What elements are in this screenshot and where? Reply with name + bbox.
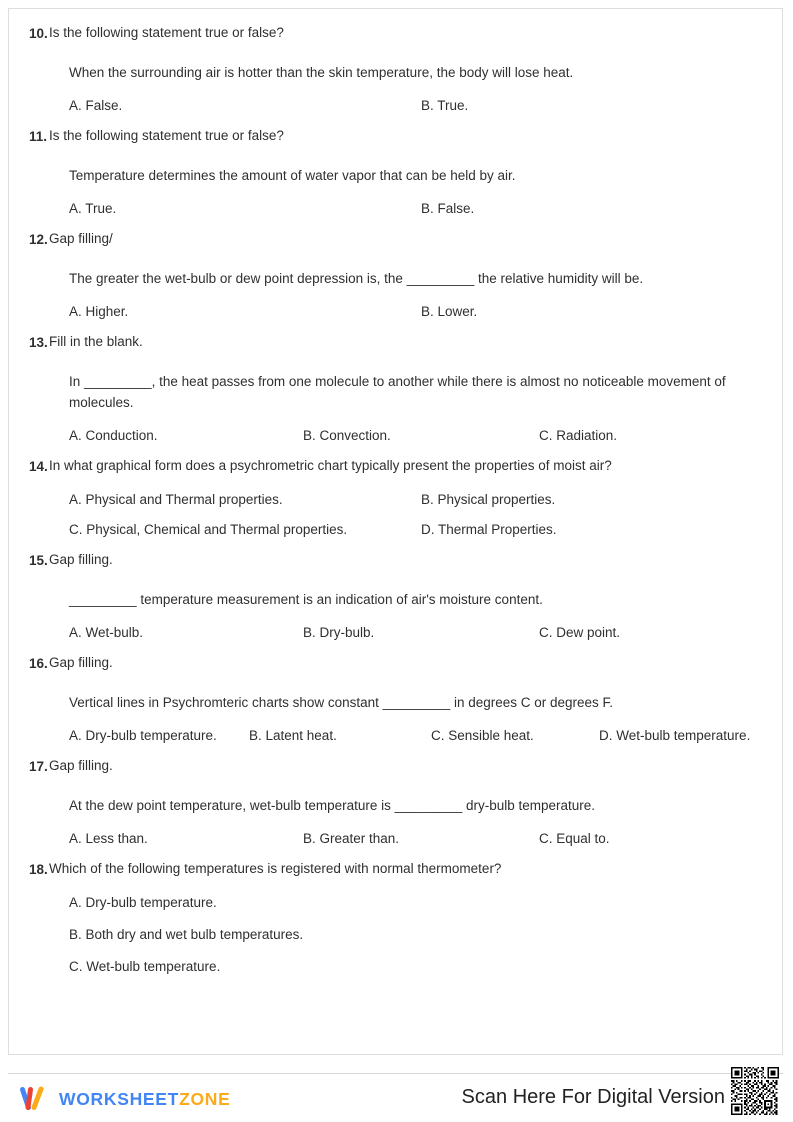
question-number: 18.: [29, 862, 48, 877]
question-header: [21, 23, 764, 44]
question-number: 14.: [29, 459, 48, 474]
question-block: [21, 550, 764, 643]
question-block: [21, 756, 764, 849]
question-number: 17.: [29, 759, 48, 774]
question-number: 12.: [29, 232, 48, 247]
question-block: [21, 653, 764, 746]
page-footer: [8, 1066, 783, 1122]
question-prompt: Fill in the blank.: [49, 334, 143, 349]
question-header: [21, 456, 764, 477]
question-block: [21, 229, 764, 322]
answer-option[interactable]: D. Thermal Properties.: [421, 522, 557, 537]
question-prompt: In what graphical form does a psychrometric chart typically present the properties of moist air?: [49, 458, 612, 473]
question-prompt: Gap filling/: [49, 231, 113, 246]
question-block: [21, 332, 764, 446]
worksheet-page: [8, 8, 783, 1055]
answer-options: [69, 95, 764, 116]
answer-options: [69, 622, 764, 643]
question-statement: At the dew point temperature, wet-bulb temperature is _________ dry-bulb temperature.: [69, 798, 596, 813]
brand-zone-text: ZONE: [179, 1089, 231, 1109]
footer-divider: [8, 1073, 783, 1074]
option-row: [69, 489, 764, 510]
answer-option[interactable]: B. Latent heat.: [249, 728, 337, 743]
answer-options: [69, 489, 764, 540]
question-number: 16.: [29, 656, 48, 671]
answer-option[interactable]: C. Equal to.: [539, 831, 610, 846]
answer-option[interactable]: B. Dry-bulb.: [303, 625, 375, 640]
answer-options: [69, 725, 764, 746]
brand-worksheet-text: WORKSHEET: [59, 1089, 180, 1109]
answer-options: [69, 198, 764, 219]
question-prompt: Which of the following temperatures is registered with normal thermometer?: [49, 861, 502, 876]
logo-w-mark-icon: [18, 1086, 52, 1112]
answer-option[interactable]: B. Physical properties.: [421, 492, 556, 507]
question-block: [21, 126, 764, 219]
question-header: [21, 229, 764, 250]
answer-option[interactable]: A. Conduction.: [69, 428, 158, 443]
question-prompt: Gap filling.: [49, 552, 113, 567]
question-number: 13.: [29, 335, 48, 350]
question-block: [21, 859, 764, 977]
question-prompt: Is the following statement true or false?: [49, 128, 284, 143]
answer-option[interactable]: B. Lower.: [421, 304, 478, 319]
answer-option[interactable]: C. Sensible heat.: [431, 728, 534, 743]
option-row: [69, 95, 764, 116]
option-row: [69, 198, 764, 219]
answer-option[interactable]: B. False.: [421, 201, 475, 216]
question-prompt: Is the following statement true or false?: [49, 25, 284, 40]
question-block: [21, 23, 764, 116]
question-statement: When the surrounding air is hotter than the skin temperature, the body will lose heat.: [69, 65, 574, 80]
question-block: [21, 456, 764, 540]
question-prompt: Gap filling.: [49, 655, 113, 670]
answer-option[interactable]: A. Wet-bulb.: [69, 625, 144, 640]
question-statement: _________ temperature measurement is an indication of air's moisture content.: [69, 592, 543, 607]
answer-option[interactable]: C. Wet-bulb temperature.: [69, 959, 221, 974]
answer-option[interactable]: C. Dew point.: [539, 625, 621, 640]
answer-option[interactable]: C. Radiation.: [539, 428, 618, 443]
option-row: [69, 301, 764, 322]
question-statement: Temperature determines the amount of water vapor that can be held by air.: [69, 168, 516, 183]
answer-option[interactable]: A. False.: [69, 98, 123, 113]
question-statement: Vertical lines in Psychromteric charts show constant _________ in degrees C or degrees F.: [69, 695, 614, 710]
worksheet-zone-logo[interactable]: [18, 1086, 230, 1112]
question-number: 11.: [29, 129, 48, 144]
question-number: 15.: [29, 553, 48, 568]
answer-option[interactable]: B. Both dry and wet bulb temperatures.: [69, 927, 304, 942]
question-header: [21, 653, 764, 674]
question-header: [21, 756, 764, 777]
answer-option[interactable]: A. Physical and Thermal properties.: [69, 492, 283, 507]
answer-option[interactable]: A. Dry-bulb temperature.: [69, 728, 217, 743]
answer-option[interactable]: A. Dry-bulb temperature.: [69, 895, 217, 910]
answer-option[interactable]: A. Higher.: [69, 304, 129, 319]
question-statement: The greater the wet-bulb or dew point depression is, the _________ the relative humidity will be.: [69, 271, 644, 286]
answer-option[interactable]: D. Wet-bulb temperature.: [599, 728, 751, 743]
answer-options: [69, 892, 764, 977]
answer-options: [69, 301, 764, 322]
question-header: [21, 126, 764, 147]
answer-option[interactable]: B. True.: [421, 98, 469, 113]
answer-option[interactable]: C. Physical, Chemical and Thermal properties.: [69, 522, 348, 537]
answer-option[interactable]: B. Greater than.: [303, 831, 400, 846]
question-header: [21, 859, 764, 880]
option-row: [69, 519, 764, 540]
answer-option[interactable]: A. True.: [69, 201, 117, 216]
scan-here-label: Scan Here For Digital Version: [461, 1086, 725, 1108]
question-statement: In _________, the heat passes from one molecule to another while there is almost no noticeable movement of molecules.: [69, 374, 726, 410]
answer-option[interactable]: B. Convection.: [303, 428, 391, 443]
question-header: [21, 332, 764, 353]
qr-code-icon[interactable]: [731, 1067, 779, 1115]
question-number: 10.: [29, 26, 48, 41]
answer-options: [69, 425, 764, 446]
brand-wordmark: [59, 1089, 230, 1109]
answer-option[interactable]: A. Less than.: [69, 831, 148, 846]
question-prompt: Gap filling.: [49, 758, 113, 773]
questions-container: [9, 9, 782, 977]
answer-options: [69, 828, 764, 849]
question-header: [21, 550, 764, 571]
